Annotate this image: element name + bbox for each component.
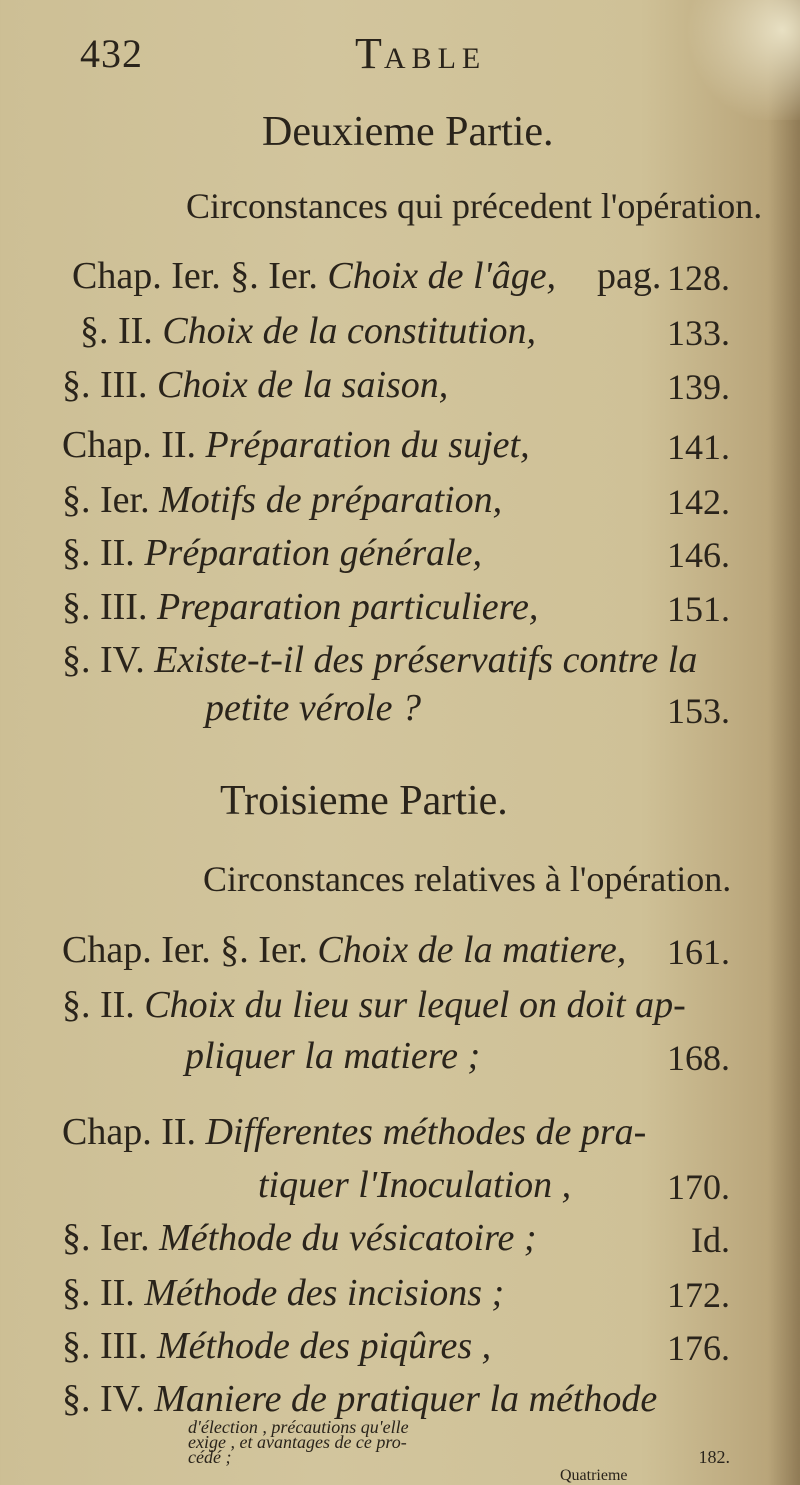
toc-title: Préparation du sujet,	[205, 424, 530, 466]
toc-page: 151.	[667, 589, 730, 629]
toc-entry	[62, 638, 697, 682]
toc-label: Chap. II.	[62, 1111, 197, 1153]
toc-page: 146.	[667, 535, 730, 575]
toc-entry	[62, 585, 538, 629]
toc-page: 170.	[667, 1167, 730, 1207]
toc-title: Preparation particuliere,	[156, 586, 539, 628]
toc-label: §. II.	[80, 310, 153, 352]
toc-entry	[80, 309, 536, 353]
toc-label: §. IV.	[62, 639, 145, 681]
toc-label: §. IV.	[62, 1378, 145, 1420]
toc-label: §. III.	[62, 1325, 148, 1367]
running-title-rest: ABLE	[383, 42, 487, 75]
toc-page: 139.	[667, 367, 730, 407]
toc-title-continuation: petite vérole ?	[205, 687, 421, 729]
toc-label: Chap. Ier. §. Ier.	[72, 255, 318, 297]
toc-page: 168.	[667, 1038, 730, 1078]
toc-entry	[62, 983, 686, 1027]
part-title: Deuxieme Partie.	[262, 109, 554, 155]
part-subtitle: Circonstances relatives à l'opération.	[203, 859, 732, 899]
toc-entry	[62, 1324, 491, 1368]
toc-entry	[62, 363, 448, 407]
catchword: Quatrieme	[560, 1467, 628, 1484]
toc-page: 133.	[667, 313, 730, 353]
toc-title: Differentes méthodes de pra-	[205, 1111, 647, 1153]
toc-title: Existe-t-il des préservatifs contre la	[154, 639, 698, 681]
toc-title: Méthode des incisions ;	[144, 1272, 505, 1314]
page-abbrev: pag.	[597, 255, 662, 297]
toc-label: §. III.	[62, 586, 148, 628]
toc-page: 142.	[667, 482, 730, 522]
toc-page: 176.	[667, 1328, 730, 1368]
toc-title: Choix du lieu sur lequel on doit ap-	[144, 984, 686, 1026]
toc-page: 172.	[667, 1275, 730, 1315]
toc-title: Motifs de préparation,	[159, 479, 503, 521]
toc-label: §. II.	[62, 984, 135, 1026]
page-number: 432	[80, 31, 143, 76]
toc-title: Choix de la matiere,	[317, 929, 627, 971]
toc-page: 128.	[667, 258, 730, 298]
toc-title-continuation: cédé ;	[188, 1447, 232, 1467]
toc-title-continuation: d'élection , précautions qu'elle	[188, 1417, 409, 1437]
toc-page: 153.	[667, 691, 730, 731]
toc-title: Méthode du vésicatoire ;	[159, 1217, 537, 1259]
toc-entry	[62, 1271, 504, 1315]
toc-title: Préparation générale,	[144, 532, 483, 574]
toc-page: 141.	[667, 427, 730, 467]
toc-page: Id.	[691, 1220, 730, 1260]
toc-title-continuation: exige , et avantages de ce pro-	[188, 1432, 407, 1452]
toc-label: Chap. II.	[62, 424, 197, 466]
toc-title-continuation: pliquer la matiere ;	[185, 1035, 481, 1077]
page-corner-stain	[680, 0, 800, 120]
toc-entry	[72, 254, 556, 298]
toc-title: Maniere de pratiquer la méthode	[154, 1378, 658, 1420]
toc-label: §. III.	[62, 364, 148, 406]
toc-label: §. II.	[62, 1272, 135, 1314]
toc-title: Choix de l'âge,	[327, 255, 557, 297]
toc-title: Choix de la saison,	[156, 364, 449, 406]
toc-label: §. Ier.	[62, 1217, 150, 1259]
toc-entry	[62, 1216, 536, 1260]
toc-entry	[62, 478, 502, 522]
toc-label: §. Ier.	[62, 479, 150, 521]
part-title: Troisieme Partie.	[220, 778, 508, 824]
toc-entry	[62, 423, 530, 467]
toc-entry	[62, 928, 626, 972]
toc-title: Méthode des piqûres ,	[156, 1325, 492, 1367]
toc-label: Chap. Ier. §. Ier.	[62, 929, 308, 971]
toc-title-continuation: tiquer l'Inoculation ,	[258, 1164, 572, 1206]
toc-page: 182.	[698, 1447, 730, 1467]
toc-entry	[62, 1110, 646, 1154]
toc-title: Choix de la constitution,	[162, 310, 536, 352]
toc-page: 161.	[667, 932, 730, 972]
part-subtitle: Circonstances qui précedent l'opération.	[186, 186, 763, 226]
toc-label: §. II.	[62, 532, 135, 574]
running-title	[355, 28, 486, 79]
toc-entry	[62, 531, 482, 575]
running-title-initial: T	[355, 29, 384, 78]
toc-entry	[62, 1377, 657, 1421]
